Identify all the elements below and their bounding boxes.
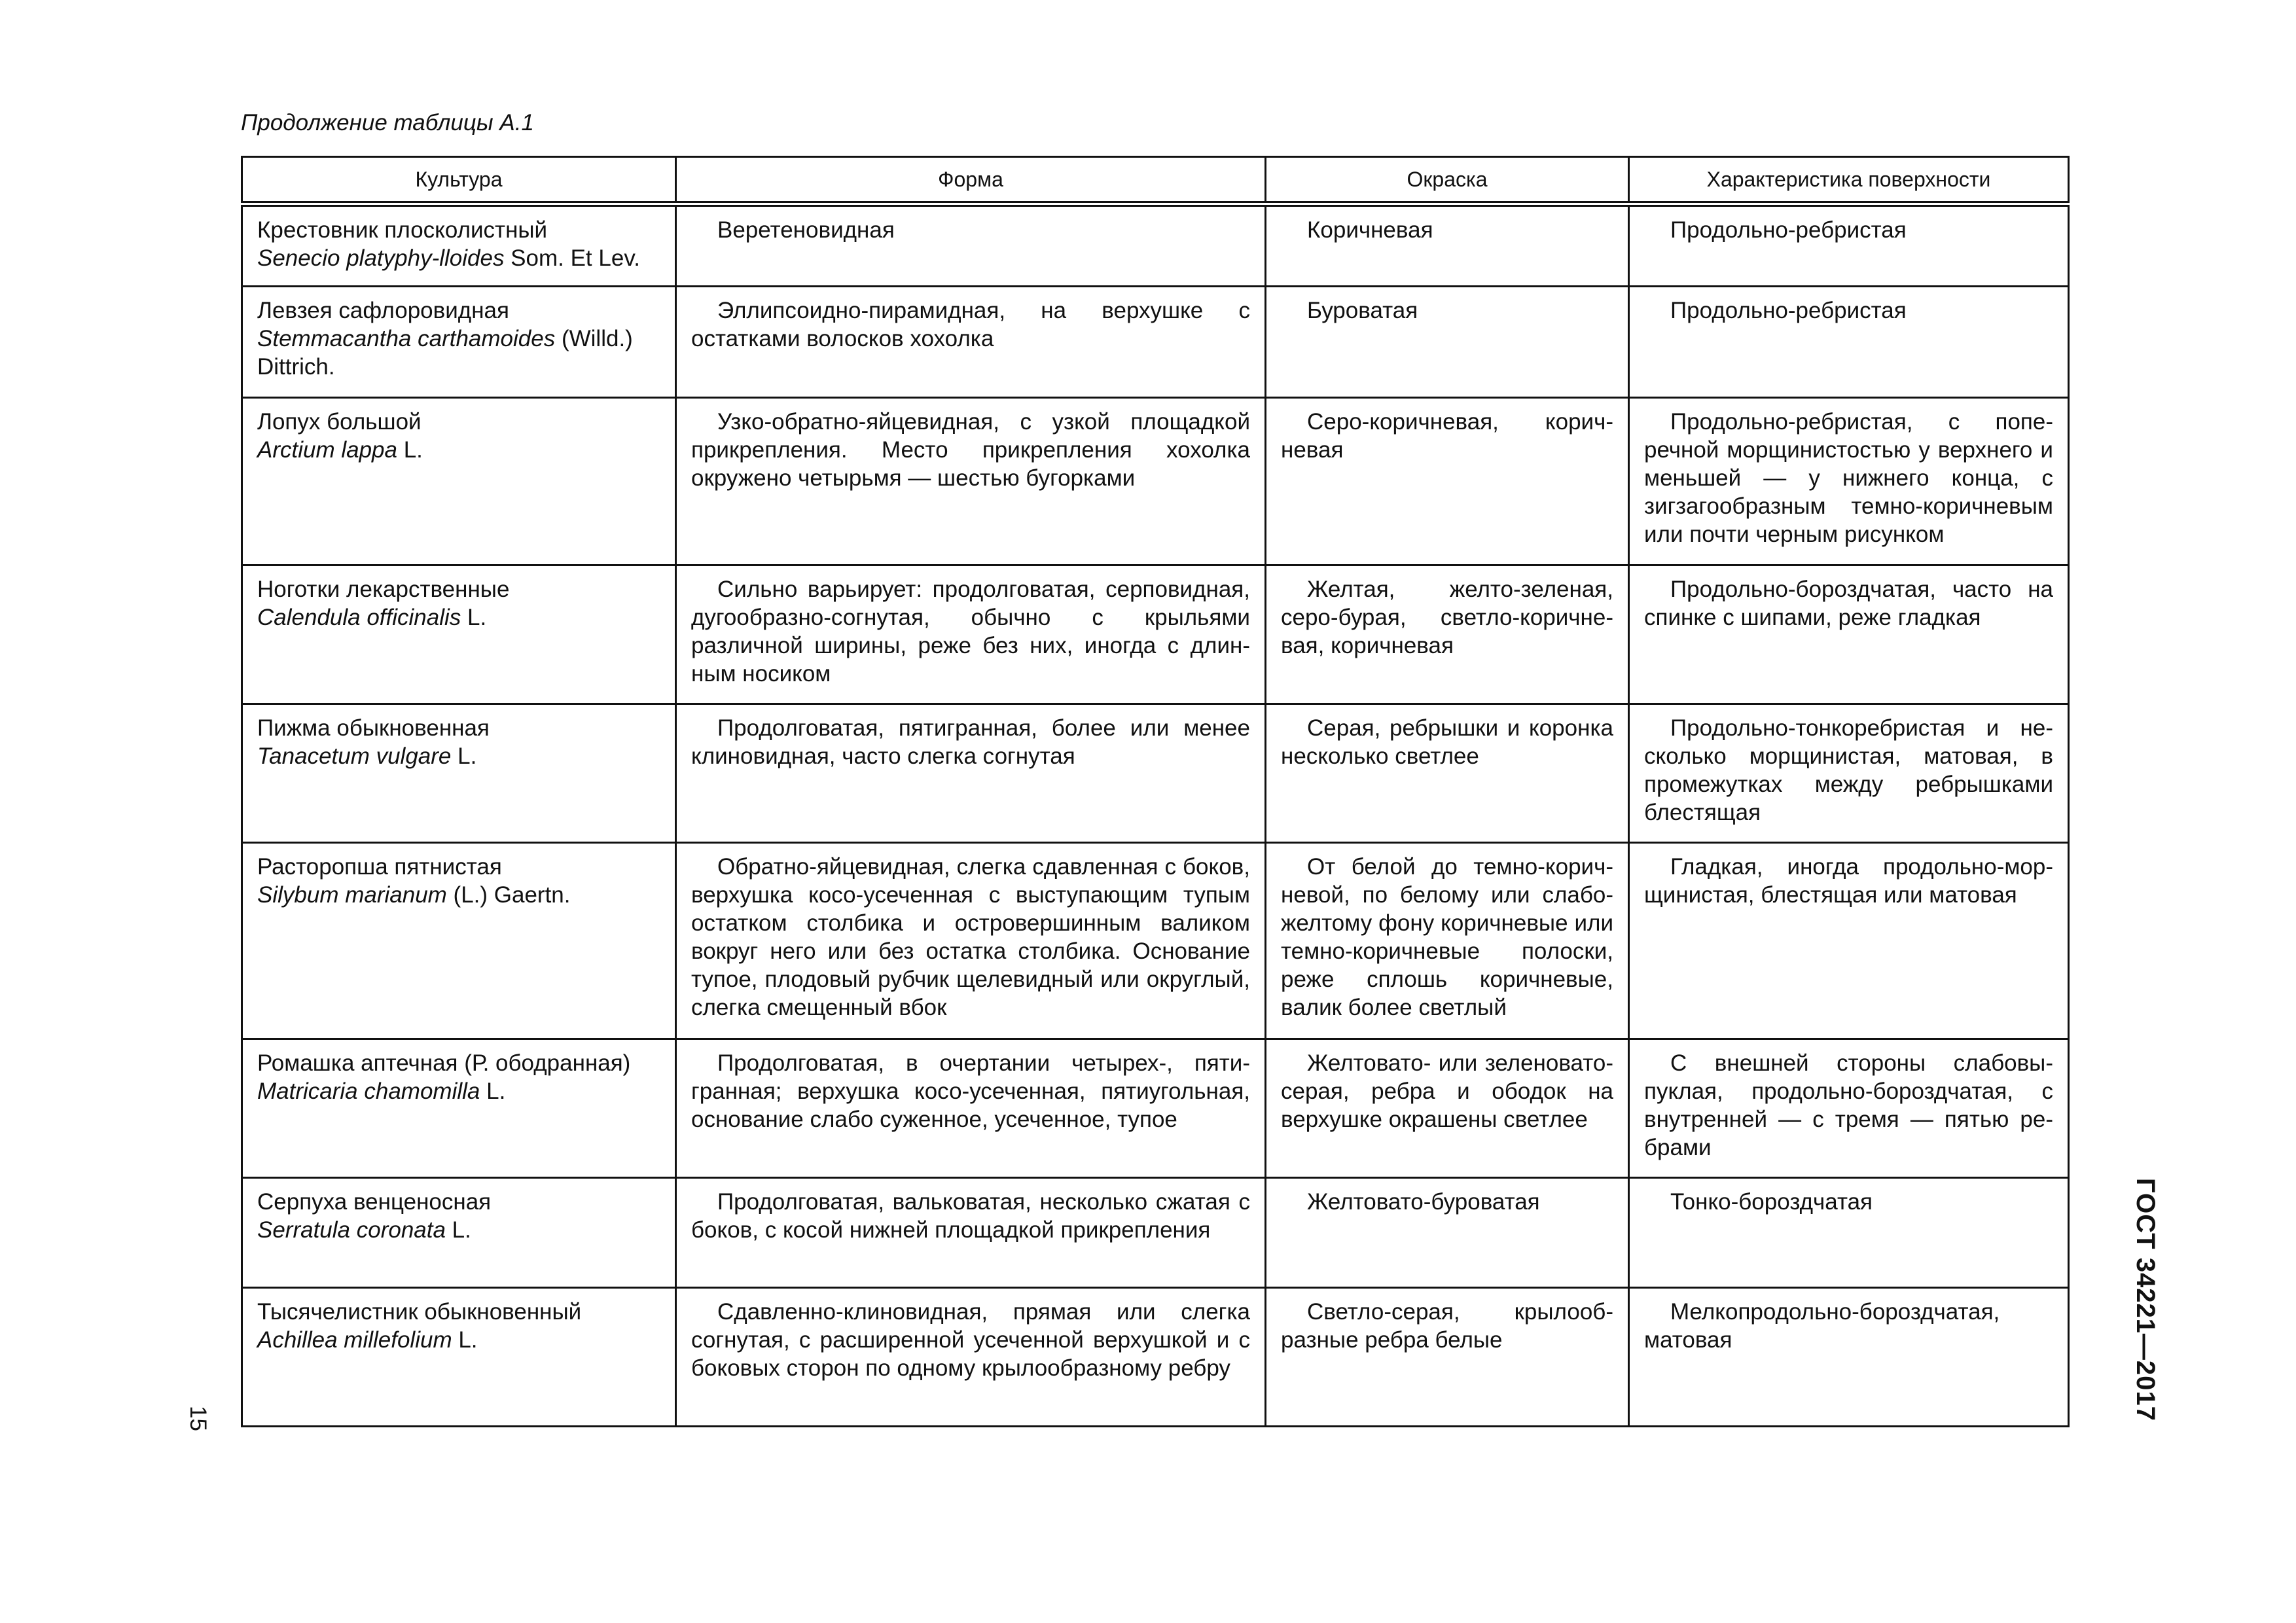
culture-cell [242,1039,676,1178]
form-cell: Продолговатая, пятигранная, более или менее клиновидная, часто слегка согнутая [676,704,1266,843]
color-cell: Желтовато- или зеленовато-серая, ребра и ободок на верхушке окрашены светлее [1266,1039,1629,1178]
color-cell: Серо-коричневая, коричневая [1266,398,1629,565]
table-row [242,204,2069,287]
culture-cell [242,398,676,565]
culture-name: Крестовник плосколистный [257,217,548,243]
table-row [242,704,2069,843]
culture-cell [242,204,676,287]
culture-author: L. [451,743,477,769]
surface-cell: Продольно-ребристая, с поперечной морщинистостью у верхнего и меньшей — у нижнего конца, с зигзагообразным темно-коричневым или почти черным рисунком [1629,398,2069,565]
culture-name: Ромашка аптечная (Р. ободранная) [257,1050,631,1076]
culture-author: Som. Et Lev. [504,245,640,271]
header-surface: Характеристика поверхности [1629,157,2069,204]
form-cell: Обратно-яйцевидная, слегка сдавленная с боков, верхушка косо-усеченная с выступающим тупым остатком столбика и островершинным валиком вокруг него или без остатка столбика. Основание тупое, плодовый рубчик щелевидный или округлый, слегка смещенный вбок [676,843,1266,1039]
culture-latin: Stemmacantha carthamoides [257,326,556,351]
culture-cell [242,287,676,398]
culture-name: Расторопша пятнистая [257,854,502,880]
color-cell: Буроватая [1266,287,1629,398]
standard-code: ГОСТ 34221—2017 [2131,1178,2160,1421]
culture-author: L. [461,605,487,630]
color-cell: Желтая, желто-зеленая, серо-бурая, светло-коричневая, коричневая [1266,565,1629,704]
surface-cell: Продольно-ребристая [1629,204,2069,287]
surface-cell: Продольно-тонкоребристая и несколько морщинистая, матовая, в промежутках между ребрышками блестящая [1629,704,2069,843]
culture-name: Тысячелистник обыкновенный [257,1299,582,1325]
surface-cell: Тонко-бороздчатая [1629,1178,2069,1288]
surface-cell: Гладкая, иногда продольно-морщинистая, блестящая или матовая [1629,843,2069,1039]
culture-author: L. [452,1327,478,1353]
culture-cell [242,843,676,1039]
table-caption: Продолжение таблицы А.1 [241,110,534,135]
header-culture: Культура [242,157,676,204]
culture-name: Ноготки лекарственные [257,577,510,602]
table-row [242,398,2069,565]
culture-cell [242,1178,676,1288]
page-number: 15 [185,1406,211,1431]
table-row [242,565,2069,704]
culture-latin: Achillea millefolium [257,1327,452,1353]
table-row [242,1039,2069,1178]
culture-cell [242,1288,676,1427]
table-row [242,1178,2069,1288]
surface-cell: Мелкопродольно-бороздчатая, матовая [1629,1288,2069,1427]
form-cell: Эллипсоидно-пирамидная, на верхушке с остатками волосков хохолка [676,287,1266,398]
culture-author: L. [397,437,423,463]
culture-author: L. [480,1079,506,1104]
color-cell: От белой до темно-коричневой, по белому или слабо-желтому фону коричневые или темно-коричневые полоски, реже сплошь коричневые, валик более светлый [1266,843,1629,1039]
culture-latin: Silybum marianum [257,882,447,908]
color-cell: Светло-серая, крылообразные ребра белые [1266,1288,1629,1427]
form-cell: Узко-обратно-яйцевидная, с узкой площадкой прикрепления. Место прикрепления хохолка окружено четырьмя — шестью бугорками [676,398,1266,565]
culture-name: Пижма обыкновенная [257,715,490,741]
culture-author: L. [445,1217,471,1243]
culture-latin: Calendula officinalis [257,605,461,630]
color-cell: Желтовато-буроватая [1266,1178,1629,1288]
form-cell: Сдавленно-клиновидная, прямая или слегка согнутая, с расширенной усеченной верхушкой и с боковых сторон по одному крылообразному ребру [676,1288,1266,1427]
surface-cell: Продольно-ребристая [1629,287,2069,398]
table-row [242,843,2069,1039]
header-color: Окраска [1266,157,1629,204]
culture-latin: Arctium lappa [257,437,397,463]
table-row [242,287,2069,398]
form-cell: Продолговатая, вальковатая, несколько сжатая с боков, с косой нижней площадкой прикрепления [676,1178,1266,1288]
form-cell: Продолговатая, в очертании четырех-, пятигранная; верхушка косо-усеченная, пятиугольная, основание слабо суженное, усеченное, тупое [676,1039,1266,1178]
culture-author: (L.) Gaertn. [446,882,571,908]
culture-name: Серпуха венценосная [257,1189,492,1215]
culture-name: Лопух большой [257,409,422,435]
seed-characteristics-table [241,156,2070,1427]
culture-cell [242,565,676,704]
culture-latin: Serratula coronata [257,1217,446,1243]
color-cell: Коричневая [1266,204,1629,287]
table-row [242,1288,2069,1427]
culture-latin: Senecio platyphy-lloides [257,245,505,271]
culture-author: (Willd.) Dittrich. [257,326,633,380]
culture-cell [242,704,676,843]
culture-latin: Matricaria chamomilla [257,1079,480,1104]
color-cell: Серая, ребрышки и коронка несколько светлее [1266,704,1629,843]
header-form: Форма [676,157,1266,204]
surface-cell: С внешней стороны слабовыпуклая, продольно-бороздчатая, с внутренней — с тремя — пятью ребрами [1629,1039,2069,1178]
surface-cell: Продольно-бороздчатая, часто на спинке с шипами, реже гладкая [1629,565,2069,704]
culture-name: Левзея сафлоровидная [257,298,509,323]
form-cell: Сильно варьирует: продолговатая, серповидная, дугообразно-согнутая, обычно с крыльями различной ширины, реже без них, иногда с длинным носиком [676,565,1266,704]
header-row [242,157,2069,204]
culture-latin: Tanacetum vulgare [257,743,452,769]
form-cell: Веретеновидная [676,204,1266,287]
